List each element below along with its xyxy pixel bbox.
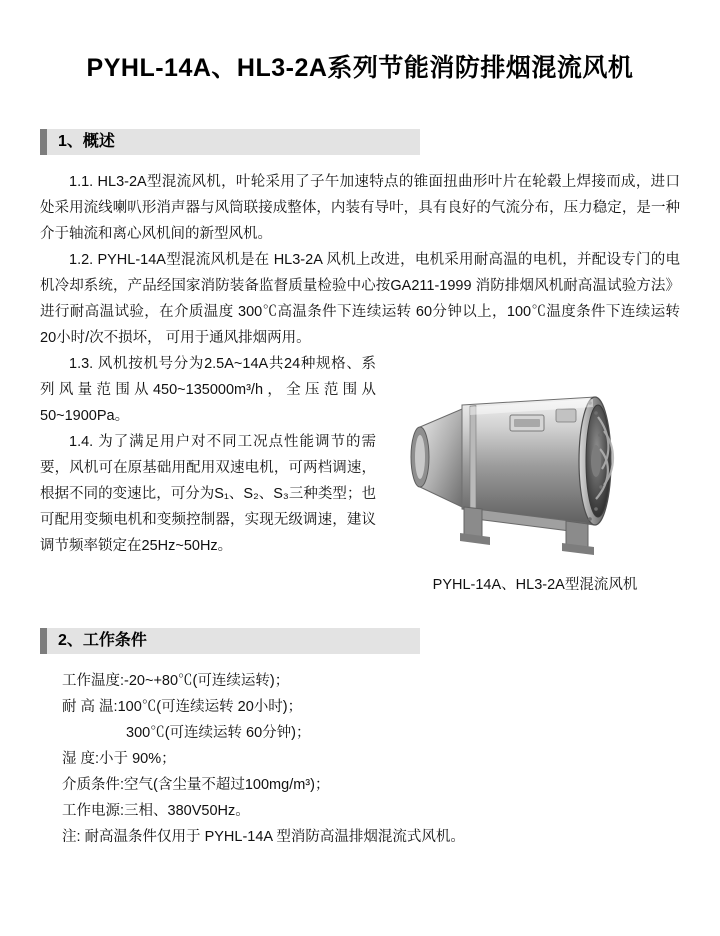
- paragraph-1-2: 1.2. PYHL-14A型混流风机是在 HL3-2A 风机上改进，电机采用耐高温的电机，并配设专门的电机冷却系统，产品经国家消防装备监督质量检验中心按GA211-1999 消防排烟风机耐高温试验方法》进行耐高温试验，在介质温度 300℃高温条件下连续运转 60分钟以上，100℃温度条件下连续运转 20小时/次不损坏， 可用于通风排烟两用。: [40, 251, 680, 346]
- document-page: [0, 52, 720, 936]
- section-heading-accent: [40, 129, 47, 155]
- condition-item: 工作温度:-20~+80℃(可连续运转)；: [62, 672, 290, 689]
- figure-caption: PYHL-14A、HL3-2A型混流风机: [432, 576, 638, 593]
- section-heading-overview: [40, 129, 680, 155]
- page-title: PYHL-14A、HL3-2A系列节能消防排烟混流风机: [86, 54, 634, 82]
- paragraph-1-4: 1.4. 为了满足用户对不同工况点性能调节的需要，风机可在原基础用配用双速电机，可两档调速，根据不同的变速比，可分为S₁、S₂、S₃三种类型；也可配用变频电机和变频控制器，实现无级调速，建议调节频率锁定在25Hz~50Hz。: [40, 433, 376, 554]
- condition-note: 注: 耐高温条件仅用于 PYHL-14A 型消防高温排烟混流式风机。: [62, 828, 465, 845]
- section-heading-label-2: 2、工作条件: [58, 631, 147, 649]
- working-conditions-list: [62, 668, 680, 850]
- condition-item: 介质条件:空气(含尘量不超过100mg/m³)；: [62, 776, 330, 793]
- section-heading-label: 1、概述: [58, 132, 115, 150]
- paragraph-1-3: 1.3. 风机按机号分为2.5A~14A共24种规格、系列风量范围从450~135000m³/h，全压范围从50~1900Pa。: [40, 355, 376, 424]
- mixed-flow-fan-illustration: [390, 357, 680, 562]
- condition-item: 耐 高 温:100℃(可连续运转 20小时)；: [62, 698, 303, 715]
- section-heading-working-conditions: [40, 628, 680, 654]
- section-heading-accent-2: [40, 628, 47, 654]
- fan-image: [390, 357, 680, 562]
- overview-body: [40, 169, 680, 602]
- paragraph-1-1: 1.1. HL3-2A型混流风机，叶轮采用了子午加速特点的锥面扭曲形叶片在轮毂上焊接而成，进口处采用流线喇叭形消声器与风筒联接成整体，内装有导叶，具有良好的气流分布，压力稳定，是一种介于轴流和离心风机间的新型风机。: [40, 173, 680, 242]
- figure-block: [390, 357, 680, 598]
- condition-item: 工作电源:三相、380V50Hz。: [62, 802, 250, 819]
- condition-item: 300℃(可连续运转 60分钟)；: [126, 724, 311, 741]
- condition-item: 湿 度:小于 90%；: [62, 750, 176, 767]
